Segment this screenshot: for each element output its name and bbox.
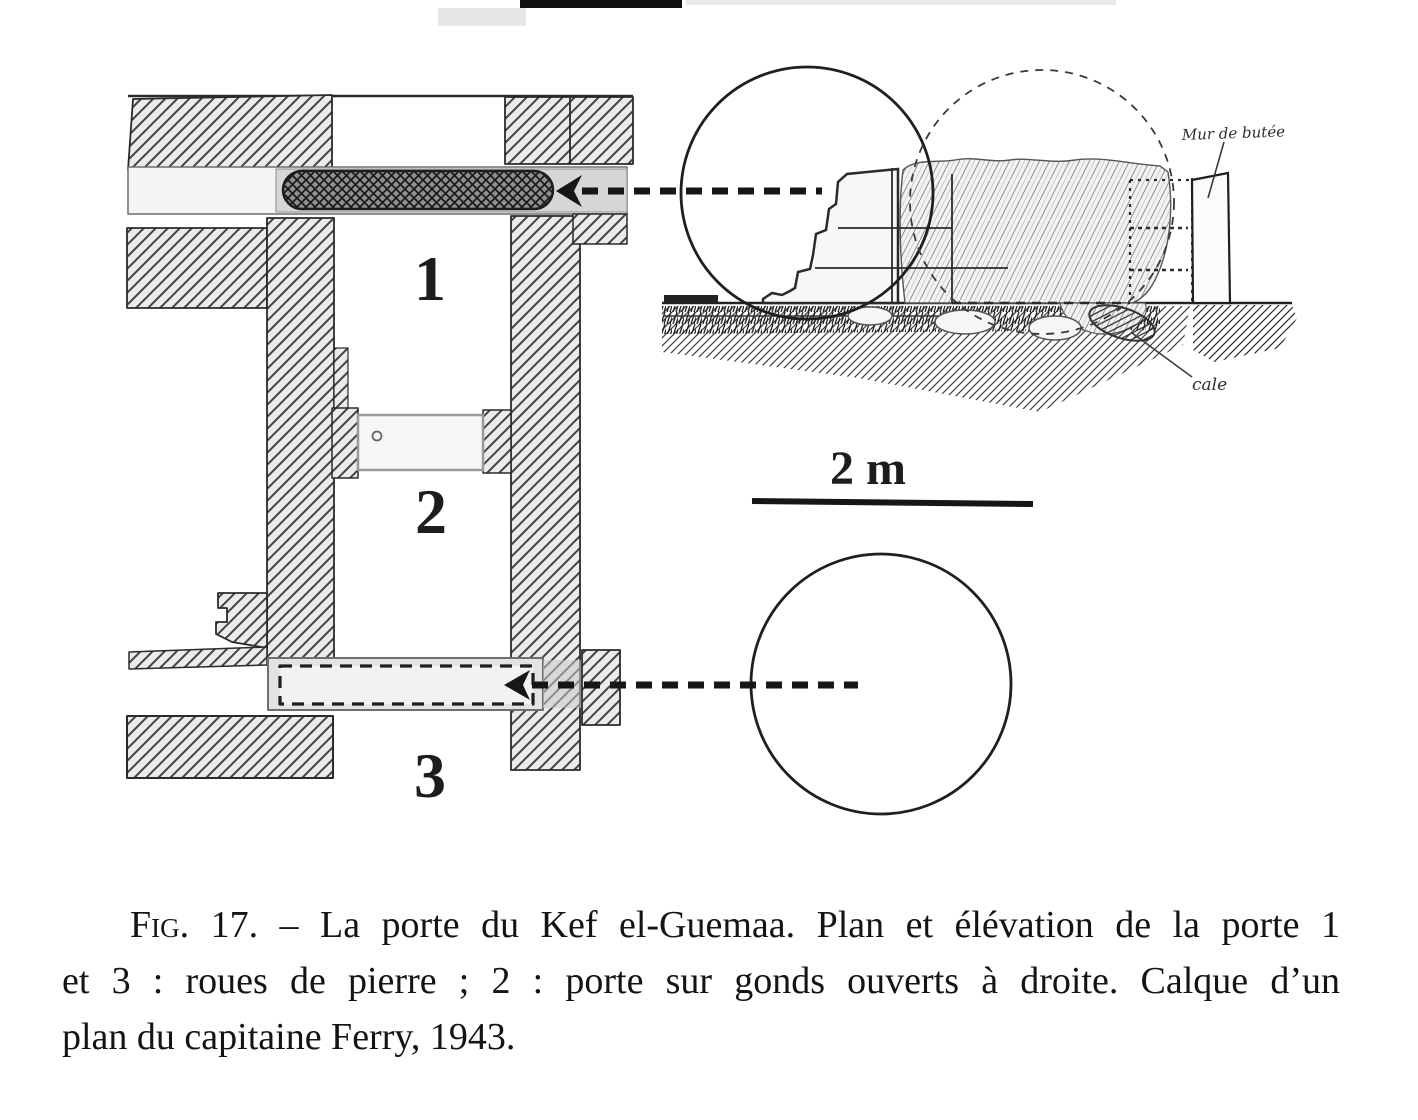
scale-bar-label: 2 m — [830, 442, 906, 495]
wall-top-left-block — [128, 95, 332, 170]
hinge-dot — [373, 432, 382, 441]
wall-thin-strip — [129, 647, 267, 669]
caption-line-3: plan du capitaine Ferry, 1943. — [62, 1016, 516, 1058]
footing-stone — [1029, 316, 1081, 340]
caption-fig-label: Fig. — [130, 904, 190, 946]
upper-wheel-slot — [128, 167, 627, 214]
scale-bar-line — [752, 501, 1033, 504]
buttress-pillar — [1192, 173, 1230, 303]
wall-top-right-block — [505, 97, 633, 164]
wall-step-protrusion — [216, 593, 267, 648]
caption-line-1-text: 17. – La porte du Kef el-Guemaa. Plan et élévation de la porte 1 — [189, 904, 1340, 946]
stone-wheel-3-plan-dashed — [280, 666, 533, 704]
ground-stone-sliver — [664, 295, 718, 302]
plan-label-3: 3 — [414, 740, 446, 811]
door-stop-left — [332, 408, 358, 478]
cale-label: cale — [1192, 375, 1228, 395]
wall-left-band — [127, 228, 267, 308]
door-assembly — [332, 408, 511, 478]
footing-stone — [935, 310, 995, 334]
stepped-wall-profile — [763, 169, 898, 303]
caption-line-2: et 3 : roues de pierre ; 2 : porte sur gonds ouverts à droite. Calque d’un — [62, 960, 1340, 1002]
scale-bar — [752, 442, 1033, 504]
plan-view — [127, 95, 633, 811]
door-leaf — [358, 415, 483, 470]
figure-caption — [62, 897, 1340, 1065]
elevation-view — [662, 67, 1297, 412]
caption-line-1 — [62, 897, 1340, 953]
wheel-schematic-circle — [751, 554, 1011, 814]
wall-right-ledge-upper — [573, 214, 627, 244]
stone-wheel-1-plan — [283, 171, 553, 209]
scan-artifact — [438, 0, 1116, 26]
plan-label-2: 2 — [415, 476, 447, 547]
mur-de-butee-label: Mur de butée — [1181, 122, 1286, 144]
wall-left-column — [267, 218, 334, 665]
wall-bottom-band — [127, 716, 333, 778]
plan-label-1: 1 — [414, 243, 446, 314]
door-stop-right — [483, 410, 511, 473]
